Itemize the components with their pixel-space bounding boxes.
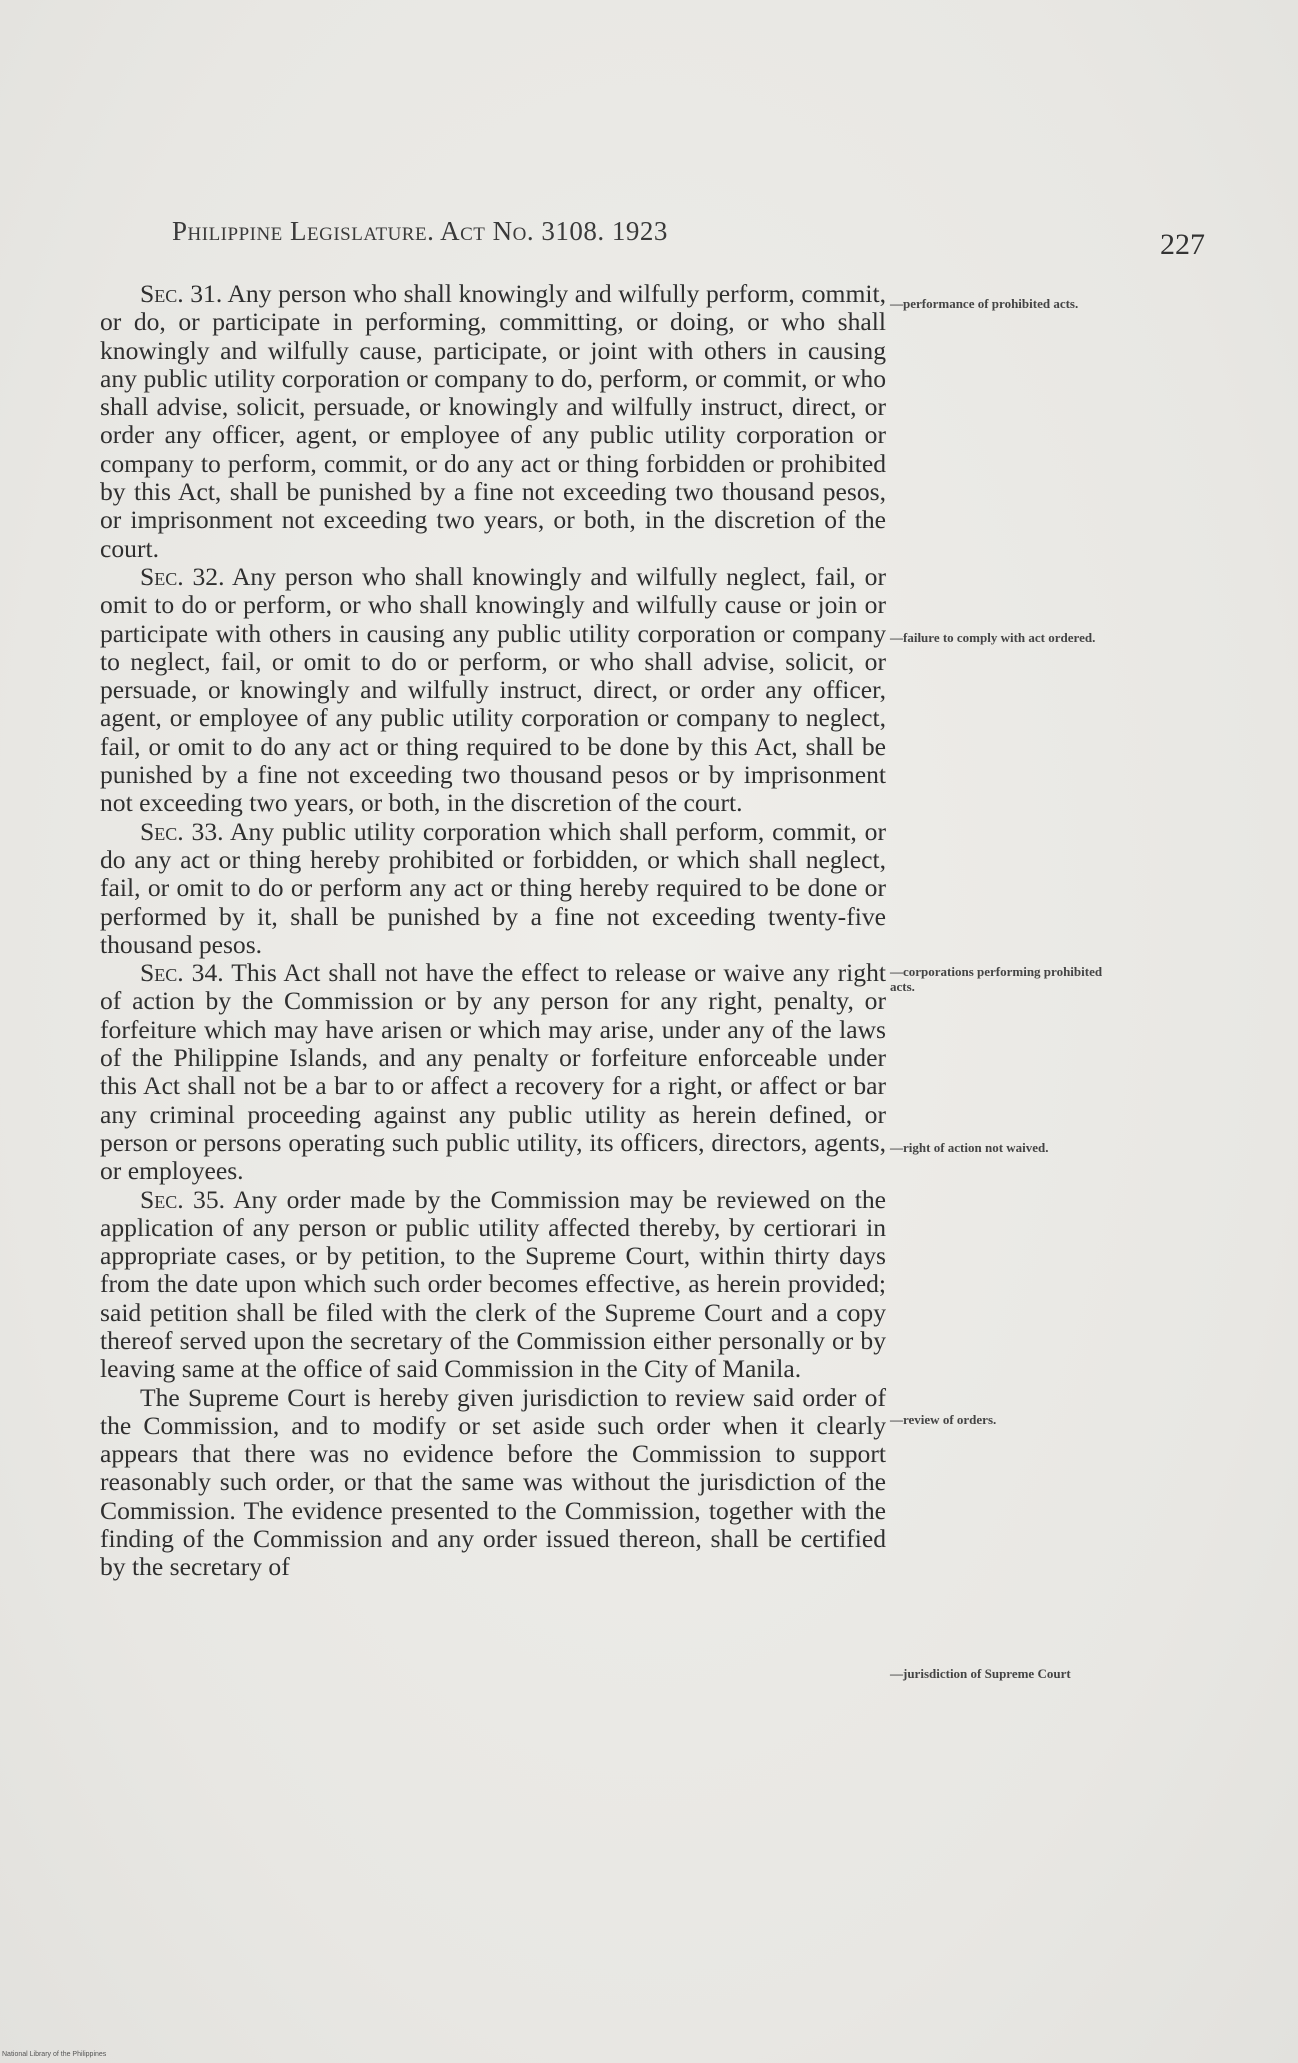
page-number: 227 xyxy=(1160,228,1205,261)
margin-note-review: —review of orders. xyxy=(890,1412,997,1427)
margin-note-jurisdiction: —jurisdiction of Supreme Court xyxy=(890,1666,1071,1681)
body-text xyxy=(100,280,886,1582)
margin-note-performance: —performance of prohibited acts. xyxy=(890,296,1079,311)
margin-note-right-of-action: —right of action not waived. xyxy=(890,1140,1049,1155)
section-35-continued xyxy=(100,1384,886,1582)
section-label: Sec. 31. xyxy=(140,279,223,308)
running-head: Philippine Legislature. Act No. 3108. 1923 xyxy=(172,216,668,246)
section-label: Sec. 35. xyxy=(140,1184,226,1214)
section-31 xyxy=(100,280,886,563)
section-text: Any order made by the Commission may be reviewed on the application of any person or public utility affected thereby, by certiorari in appropriate cases, or by petition, to the Supreme Court, within thirty days from the date upon which such order becomes effective, as herein provided; said petition shall be filed with the clerk of the Supreme Court and a copy thereof served upon the secretary of the Commission either personally or by leaving same at the office of said Commission in the City of Manila. xyxy=(100,1184,886,1384)
section-text: This Act shall not have the effect to release or waive any right of action by the Commission or by any person for any right, penalty, or forfeiture which may have arisen or which may arise, under any of the laws of the Philippine Islands, and any penalty or forfeiture enforceable under this Act shall not be a bar to or affect a recovery for a right, or affect or bar any criminal proceeding against any public utility as herein defined, or person or persons operating such public utility, its officers, directors, agents, or employees. xyxy=(100,958,886,1186)
footer-source: National Library of the Philippines xyxy=(2,2051,107,2058)
margin-note-corporations: —corporations performing prohibited acts. xyxy=(890,964,1103,994)
section-32 xyxy=(100,563,886,818)
section-33 xyxy=(100,818,886,959)
section-text: The Supreme Court is hereby given jurisdiction to review said order of the Commission, and to modify or set aside such order when it clearly appears that there was no evidence before the Commission to support reasonably such order, or that the same was without the jurisdiction of the Commission. The evidence presented to the Commission, together with the finding of the Commission and any order issued thereon, shall be certified by the secretary of xyxy=(100,1382,886,1582)
section-35 xyxy=(100,1186,886,1384)
section-text: Any person who shall knowingly and wilfully neglect, fail, or omit to do or perform, or who shall knowingly and wilfully cause or join or participate with others in causing any public utility corporation or company to neglect, fail, or omit to do or perform, or who shall advise, solicit, or persuade, or knowingly and wilfully instruct, direct, or order any officer, agent, or employee of any public utility corporation or company to neglect, fail, or omit to do any act or thing required to be done by this Act, shall be punished by a fine not exceeding two thousand pesos or by imprisonment not exceeding two years, or both, in the discretion of the court. xyxy=(100,561,886,818)
section-label: Sec. 32. xyxy=(140,561,225,591)
section-label: Sec. 33. xyxy=(140,816,224,846)
section-text: Any person who shall knowingly and wilfully perform, commit, or do, or participate in performing, committing, or doing, or who shall knowingly and wilfully cause, participate, or joint with others in causing any public utility corporation or company to do, perform, or commit, or who shall advise, solicit, persuade, or knowingly and wilfully instruct, direct, or order any officer, agent, or employee of any public utility corporation or company to perform, commit, or do any act or thing forbidden or prohibited by this Act, shall be punished by a fine not exceeding two thousand pesos, or imprisonment not exceeding two years, or both, in the discretion of the court. xyxy=(100,279,886,563)
margin-note-failure: —failure to comply with act ordered. xyxy=(890,630,1096,645)
section-label: Sec. 34. xyxy=(140,958,224,988)
section-34 xyxy=(100,959,886,1185)
section-text: Any public utility corporation which shall perform, commit, or do any act or thing hereby prohibited or forbidden, or which shall neglect, fail, or omit to do or perform any act or thing hereby required to be done or performed by it, shall be punished by a fine not exceeding twenty-five thousand pesos. xyxy=(100,816,886,959)
